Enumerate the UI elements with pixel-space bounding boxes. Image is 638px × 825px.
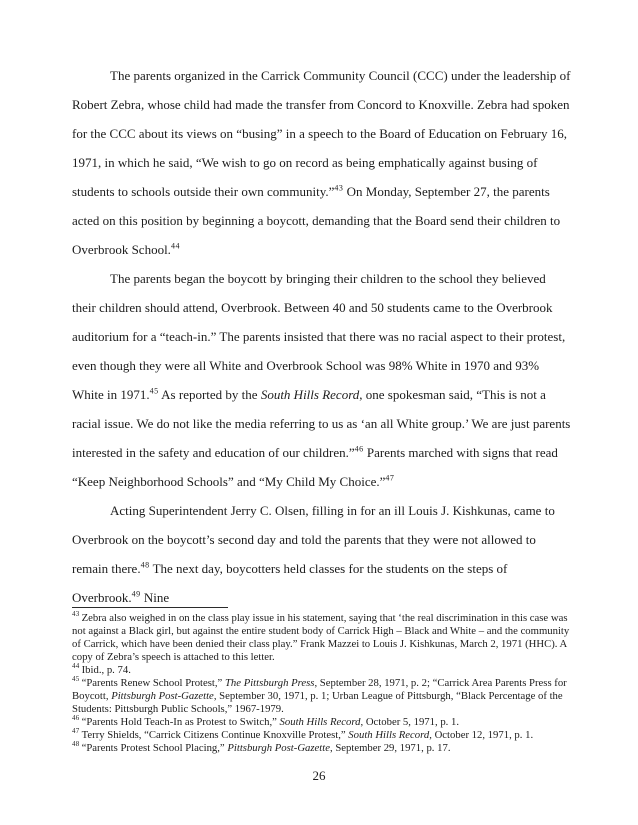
text-run: , September 28, 1971, p. 2; “Carrick Area Parents Press for Boycott, — [72, 677, 567, 702]
text-run: The parents began the boycott by bringing their children to the school they believed their children should attend, Overbrook. Between 40 and 50 students came to the Overbrook auditorium for a “teach-in.” The parents insisted that there was no racial aspect to their protest, even though they were all White and Overbrook School was 98% White in 1970 and 93% White in 1971. — [72, 271, 566, 402]
footnote-number: 45 — [72, 675, 80, 684]
footnote-separator — [72, 607, 228, 608]
text-run: “Parents Hold Teach-In as Protest to Switch,” — [81, 716, 280, 728]
footnote — [72, 612, 572, 664]
text-run: Zebra also weighed in on the class play issue in his statement, saying that ‘the real discrimination in this case was not against a Black girl, but against the entire student body of Carrick High – Black and White – and the community of Carrick, which have been denied their class play.” Frank Mazzei to Louis J. Kishkunas, March 2, 1971 (HHC). A copy of Zebra’s speech is attached to this letter. — [72, 612, 570, 663]
page-number: 26 — [312, 768, 326, 783]
footnote-ref: 49 — [131, 589, 141, 599]
footnote — [72, 742, 572, 755]
italic-title: South Hills Record — [348, 729, 430, 741]
text-run: Parents marched with signs that read “Keep Neighborhood Schools” and “My Child My Choice.” — [72, 445, 558, 489]
text-run: The parents organized in the Carrick Community Council (CCC) under the leadership of Robert Zebra, whose child had made the transfer from Concord to Knoxville. Zebra had spoken for the CCC about its views on “busing” in a speech to the Board of Education on February 16, 1971, in which he said, “We wish to go on record as being emphatically against busing of students to schools outside their own community.” — [72, 68, 571, 199]
text-run: , October 12, 1971, p. 1. — [429, 729, 534, 741]
text-run: , October 5, 1971, p. 1. — [360, 716, 460, 728]
text-run: , one spokesman said, “This is not a racial issue. We do not like the media referring to us as ‘an all White group.’ We are just parents interested in the safety and education of our children.” — [72, 387, 571, 460]
body-text — [72, 61, 572, 612]
footnote — [72, 677, 572, 716]
footnote — [72, 716, 572, 729]
footnote-ref: 48 — [140, 560, 150, 570]
footnote — [72, 664, 572, 677]
text-run: , September 30, 1971, p. 1; Urban League of Pittsburgh, “Black Percentage of the Students: Pittsburgh Public Schools,” 1967-1979. — [72, 690, 563, 715]
text-run: The next day, boycotters held classes for the students on the steps of Overbrook. — [72, 561, 508, 605]
footnotes-section — [72, 612, 572, 755]
footnote-ref: 44 — [170, 241, 180, 251]
text-run: Acting Superintendent Jerry C. Olsen, filling in for an ill Louis J. Kishkunas, came to Overbrook on the boycott’s second day and told the parents that they were not allowed to remain there. — [72, 503, 555, 576]
footnote-text — [82, 716, 459, 728]
footnote — [72, 729, 572, 742]
footnote-text — [82, 664, 131, 676]
italic-title: South Hills Record — [260, 387, 360, 402]
text-run: “Parents Protest School Placing,” — [81, 742, 228, 754]
footnote-ref: 47 — [385, 473, 395, 483]
italic-title: Pittsburgh Post-Gazette — [227, 742, 330, 754]
footnote-ref: 43 — [334, 183, 344, 193]
footnote-number: 44 — [72, 662, 80, 671]
text-run: Ibid., p. 74. — [81, 664, 131, 676]
footnote-text — [82, 729, 534, 741]
footnote-text — [72, 612, 569, 663]
text-run: On Monday, September 27, the parents acted on this position by beginning a boycott, demanding that the Board send their children to Overbrook School. — [72, 184, 561, 257]
text-run: As reported by the — [158, 387, 261, 402]
footnote-text — [82, 742, 451, 754]
paragraph — [72, 264, 572, 496]
footnote-number: 47 — [72, 727, 80, 736]
footnote-text — [72, 677, 567, 715]
text-run: Nine — [140, 590, 170, 605]
footnote-ref: 46 — [354, 444, 364, 454]
paragraph — [72, 496, 572, 612]
footnote-ref: 45 — [149, 386, 159, 396]
italic-title: Pittsburgh Post-Gazette — [111, 690, 214, 702]
italic-title: South Hills Record — [279, 716, 361, 728]
text-run: Terry Shields, “Carrick Citizens Continue Knoxville Protest,” — [81, 729, 349, 741]
footnote-number: 48 — [72, 740, 80, 749]
footnote-number: 46 — [72, 714, 80, 723]
text-run: “Parents Renew School Protest,” — [81, 677, 225, 689]
paragraph — [72, 61, 572, 264]
italic-title: The Pittsburgh Press — [224, 677, 315, 689]
footnote-number: 43 — [72, 610, 80, 619]
text-run: , September 29, 1971, p. 17. — [329, 742, 451, 754]
